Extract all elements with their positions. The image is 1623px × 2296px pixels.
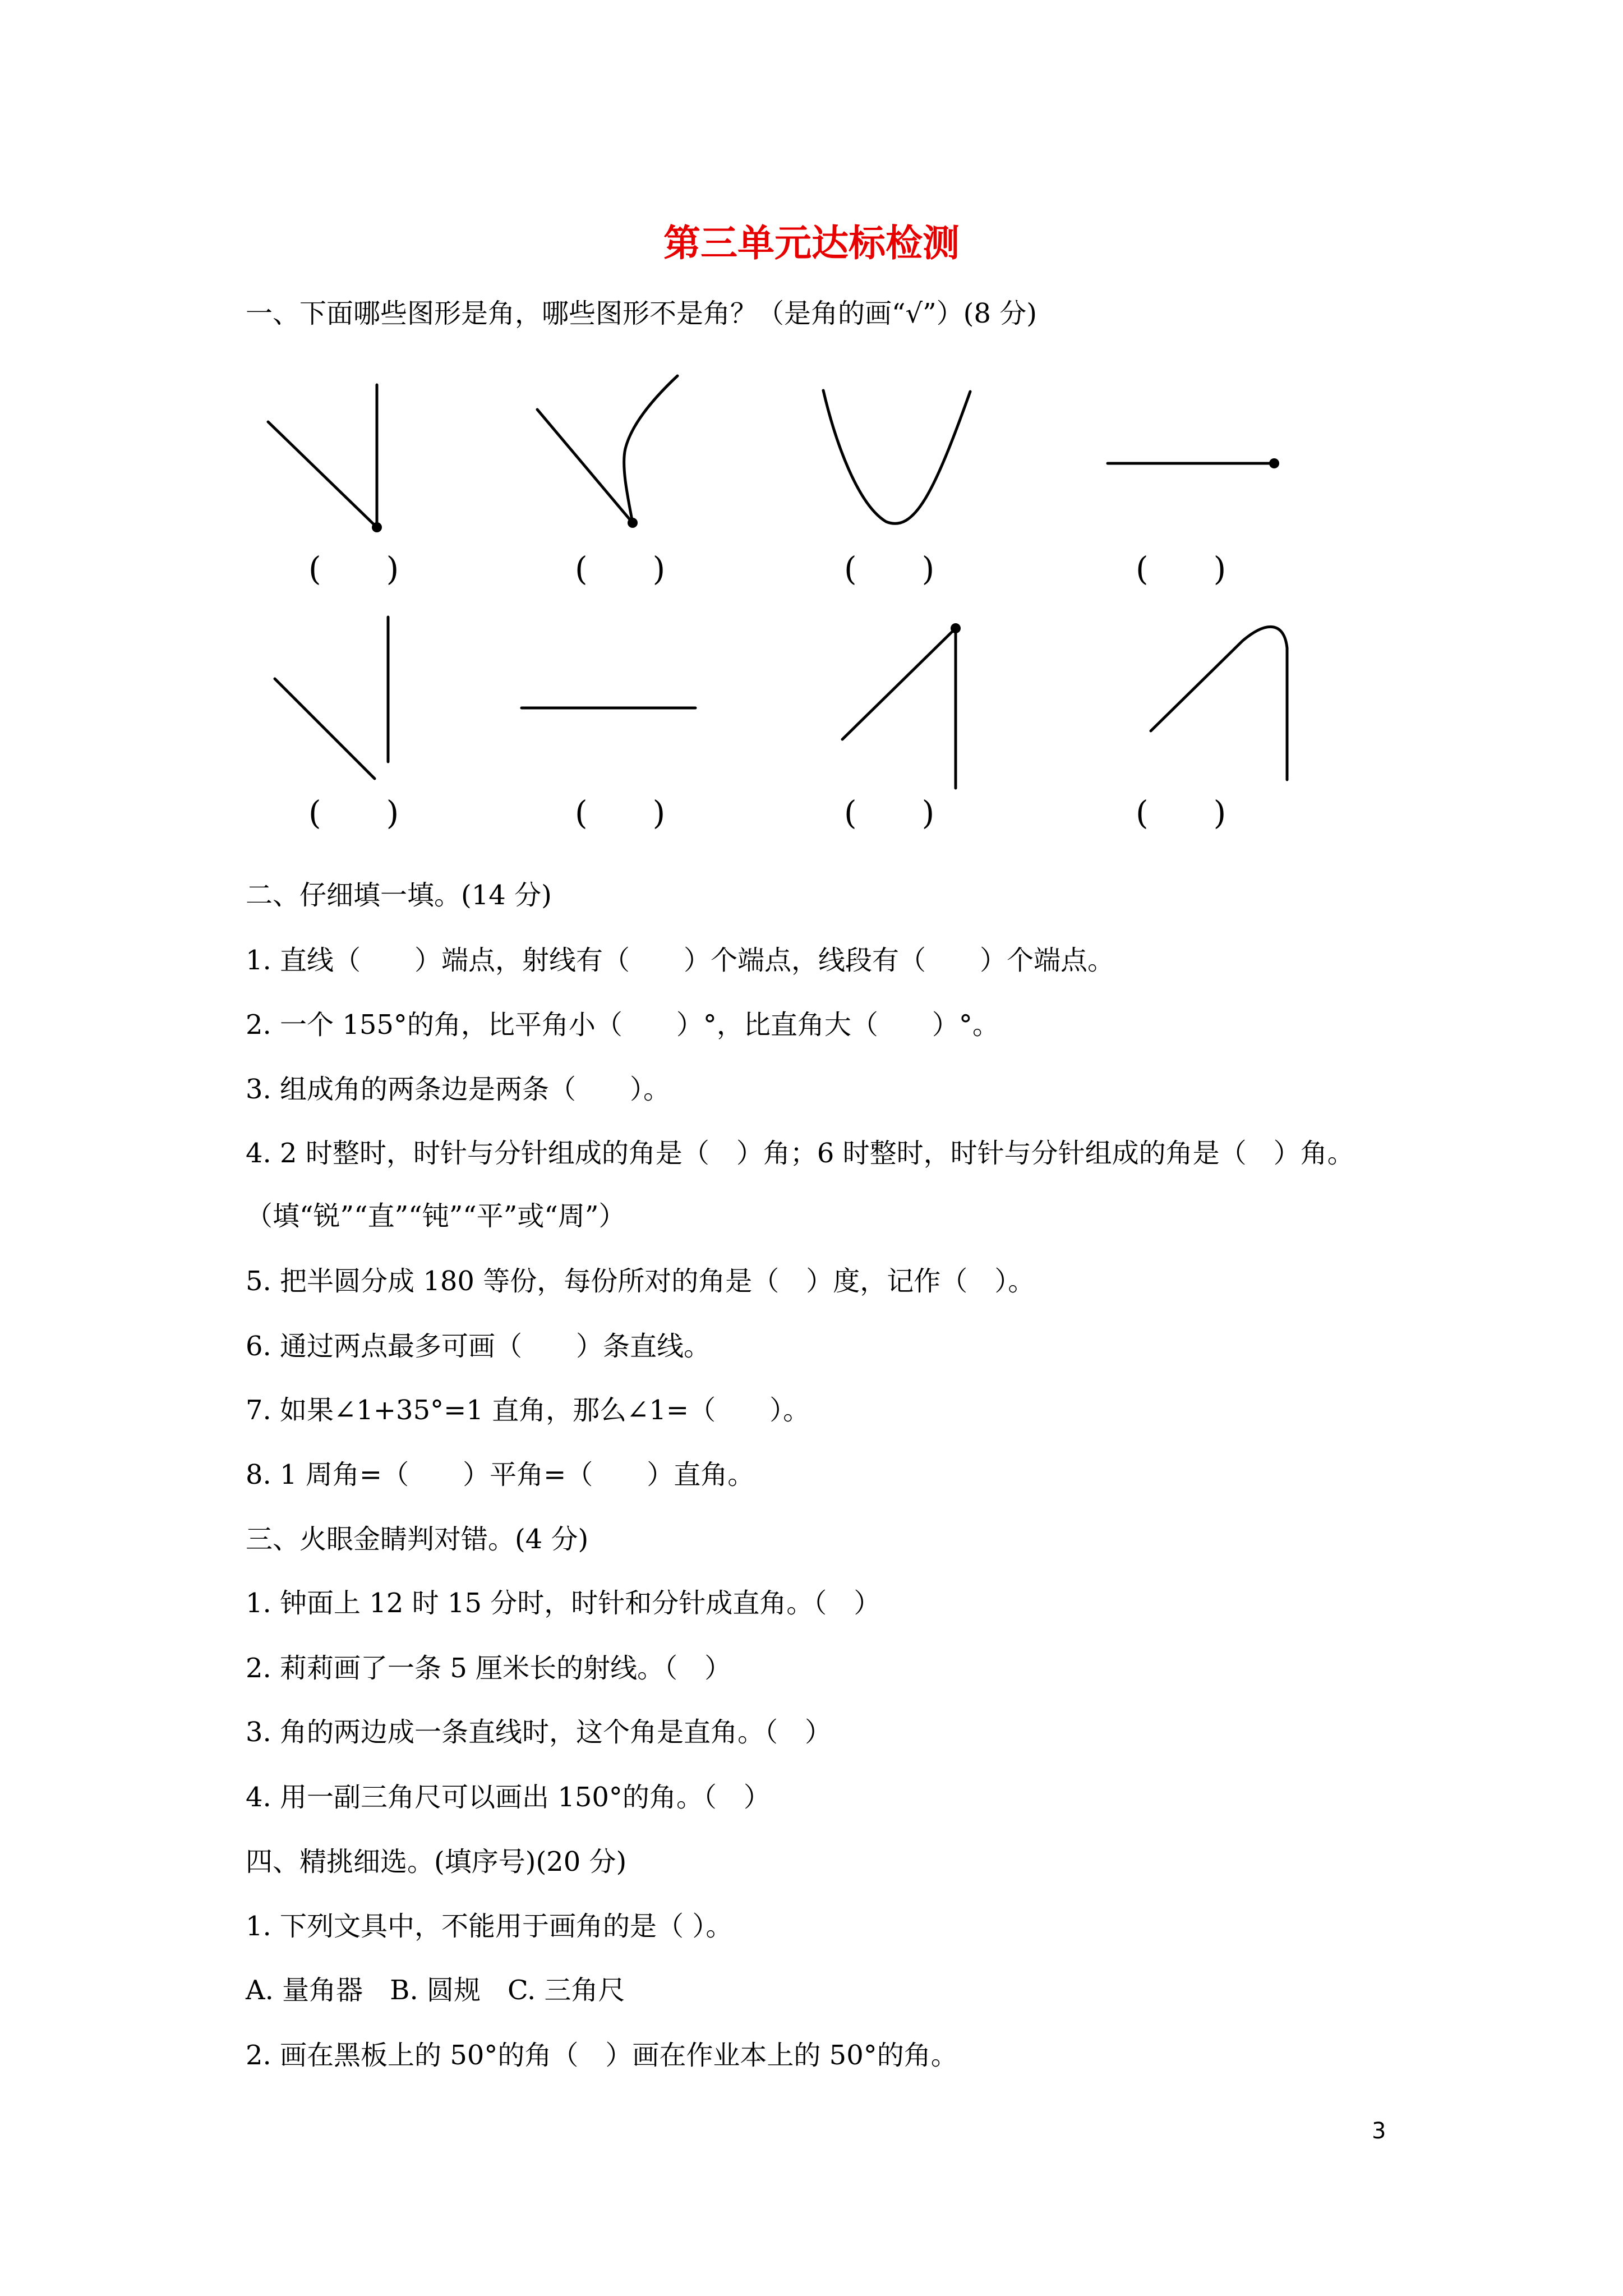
figure-5-open-lines — [275, 617, 388, 779]
figure-8-curved-vertex — [1151, 627, 1287, 780]
answer-bracket-6[interactable]: ( ) — [575, 794, 666, 832]
answer-bracket-1[interactable]: ( ) — [308, 550, 399, 588]
section1-heading: 一、下面哪些图形是角，哪些图形不是角？（是角的画“√”）(8 分) — [246, 298, 1037, 329]
figure-2-vertex-dot — [628, 518, 638, 528]
section3-item-2: 2. 莉莉画了一条 5 厘米长的射线。（ ） — [246, 1653, 732, 1684]
section4-item-1-options: A. 量角器 B. 圆规 C. 三角尺 — [246, 1975, 625, 2006]
answer-bracket-8[interactable]: ( ) — [1136, 794, 1227, 832]
page-title: 第三单元达标检测 — [663, 221, 960, 265]
section4-heading: 四、精挑细选。(填序号)(20 分) — [246, 1846, 627, 1878]
section2-item-7: 7. 如果∠1+35°=1 直角，那么∠1=（ ）。 — [246, 1395, 810, 1426]
answer-bracket-7[interactable]: ( ) — [844, 794, 935, 832]
section3-heading: 三、火眼金睛判对错。(4 分) — [246, 1524, 589, 1555]
page-number: 3 — [1372, 2118, 1386, 2144]
answer-bracket-4[interactable]: ( ) — [1136, 550, 1227, 588]
figure-7-angle — [842, 628, 956, 788]
section4-item-1: 1. 下列文具中，不能用于画角的是（ ）。 — [246, 1911, 733, 1942]
section2-item-3: 3. 组成角的两条边是两条（ ）。 — [246, 1074, 671, 1105]
answer-bracket-3[interactable]: ( ) — [844, 550, 935, 588]
answer-bracket-5[interactable]: ( ) — [308, 794, 399, 832]
section2-item-6: 6. 通过两点最多可画（ ）条直线。 — [246, 1331, 711, 1362]
figure-1-angle — [268, 385, 377, 527]
section2-item-4-note: （填“锐”“直”“钝”“平”或“周”） — [246, 1200, 626, 1232]
section2-item-8: 8. 1 周角=（ ）平角=（ ）直角。 — [246, 1459, 755, 1490]
figure-1-vertex-dot — [372, 522, 382, 532]
figure-4-end-dot — [1269, 458, 1279, 468]
section2-item-2: 2. 一个 155°的角，比平角小（ ）°，比直角大（ ）°。 — [246, 1009, 999, 1041]
answer-bracket-2[interactable]: ( ) — [575, 550, 666, 588]
figure-7-vertex-dot — [951, 623, 961, 633]
section4-item-2: 2. 画在黑板上的 50°的角（ ）画在作业本上的 50°的角。 — [246, 2040, 958, 2071]
section3-item-3: 3. 角的两边成一条直线时，这个角是直角。（ ） — [246, 1717, 832, 1748]
figure-3-curve — [823, 390, 970, 523]
section3-item-4: 4. 用一副三角尺可以画出 150°的角。（ ） — [246, 1782, 771, 1813]
figure-2-curved-side — [537, 376, 677, 523]
section2-item-4: 4. 2 时整时，时针与分针组成的角是（ ）角；6 时整时，时针与分针组成的角是（ ）角。 — [246, 1138, 1354, 1169]
section2-item-5: 5. 把半圆分成 180 等份，每份所对的角是（ ）度，记作（ ）。 — [246, 1266, 1035, 1297]
section2-heading: 二、仔细填一填。(14 分) — [246, 880, 552, 911]
section3-item-1: 1. 钟面上 12 时 15 分时，时针和分针成直角。（ ） — [246, 1588, 881, 1619]
section2-item-1: 1. 直线（ ）端点，射线有（ ）个端点，线段有（ ）个端点。 — [246, 945, 1115, 976]
